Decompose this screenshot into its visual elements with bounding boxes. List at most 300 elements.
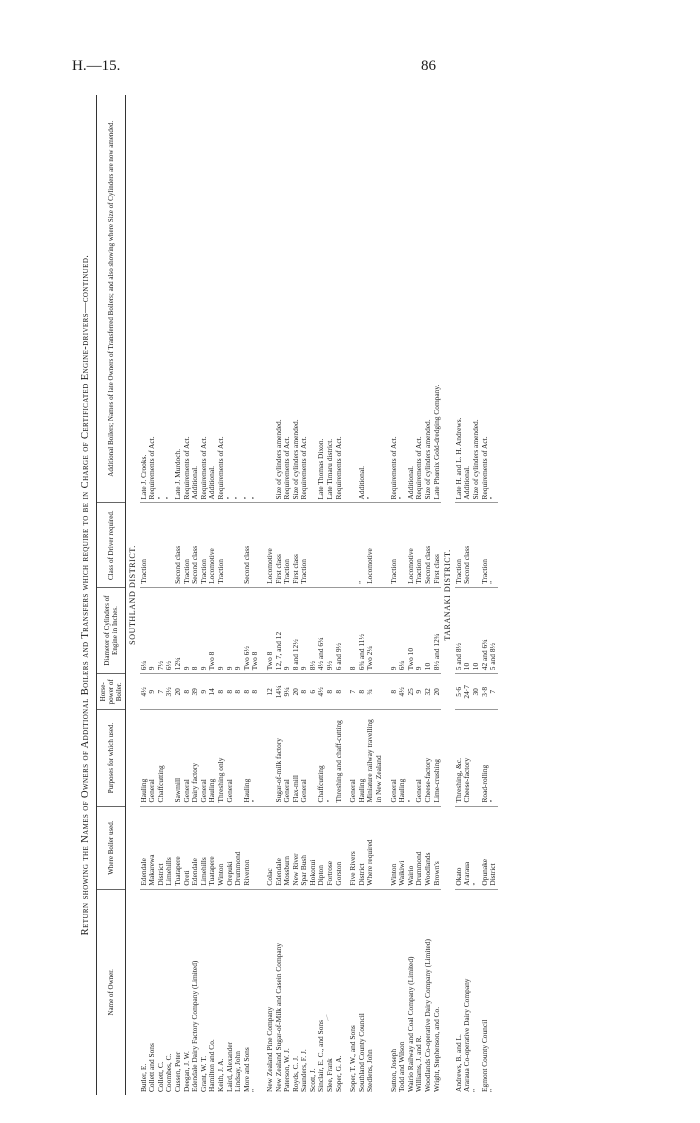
cell-diameter: 6¼ (140, 587, 149, 673)
cell-where: Edendale (140, 806, 149, 889)
cell-additional: Late Timaru district. (326, 95, 335, 503)
cell-class: Second class (463, 503, 472, 587)
cell-horse-power: 8 (390, 674, 399, 710)
cell-purpose: General (415, 710, 424, 806)
cell-diameter: 5 and 8½ (455, 587, 464, 673)
cell-additional: Late Thomas Dixon. (317, 95, 326, 503)
cell-additional: Requirements of Act. (481, 95, 490, 503)
table-row (243, 95, 252, 1095)
cell-class: Traction (140, 503, 149, 587)
table-row (463, 95, 472, 1095)
cell-purpose: Threshing only (217, 710, 226, 806)
cell-additional: Additional. (463, 95, 472, 503)
table-header-row (97, 95, 126, 1095)
page-mark: \ (326, 1013, 329, 1023)
table-row (326, 95, 335, 1095)
cell-class (335, 503, 344, 587)
col-header-purpose: Purposes for which used. (97, 710, 126, 806)
cell-purpose: General (200, 710, 209, 806)
cell-diameter: 8½ (309, 587, 318, 673)
cell-owner: Soper, T. W., and Sons (348, 1025, 358, 1092)
cell-horse-power: 14¼ (275, 674, 284, 710)
cell-horse-power: 8 (226, 674, 235, 710)
cell-owner: " (250, 1088, 260, 1092)
cell-horse-power: 14 (208, 674, 217, 710)
cell-purpose: Hauling (140, 710, 149, 806)
cell-additional: Requirements of Act. (335, 95, 344, 503)
cell-horse-power: 39 (191, 674, 200, 710)
cell-owner: Wairio Railway and Coal Company (Limited) (405, 956, 415, 1092)
cell-owner: Scott, J. (307, 1068, 317, 1092)
cell-where: Orepuki (226, 806, 235, 889)
cell-class: Traction (200, 503, 209, 587)
table-row (174, 95, 183, 1095)
cell-where: Opunake (481, 806, 490, 889)
table-row (292, 95, 301, 1095)
table-row (300, 95, 309, 1095)
cell-purpose: Road-rolling (481, 710, 490, 806)
table-row (165, 95, 174, 1095)
cell-diameter: 10 (463, 587, 472, 673)
district-heading: SOUTHLAND DISTRICT. (128, 545, 137, 645)
cell-horse-power: 4½ (140, 674, 149, 710)
cell-horse-power: 25 (407, 674, 416, 710)
cell-horse-power: 20 (433, 674, 442, 710)
cell-purpose: General (226, 710, 235, 806)
cell-additional: " (243, 95, 252, 503)
cell-class: Second class (424, 503, 433, 587)
cell-horse-power: 8 (251, 674, 260, 710)
cell-horse-power: 5·6 (455, 674, 464, 710)
cell-owner: Laird, Alexander (224, 1041, 234, 1092)
cell-purpose: Cheese-factory (463, 710, 472, 806)
cell-additional: " (251, 95, 260, 503)
cell-owner: Araraua Co-operative Dairy Company (462, 978, 472, 1092)
cell-class: Locomotive (366, 503, 383, 587)
cell-class: Traction (300, 503, 309, 587)
cell-owner: Woodlands Co-operative Dairy Company (Limited) (423, 939, 432, 1092)
cell-owner: Sinclair, E. C., and Sons (316, 1020, 326, 1092)
cell-owner: Wright, Stephenson, and Co. (431, 1006, 441, 1092)
table-row (191, 95, 200, 1095)
cell-additional: " (157, 95, 166, 503)
cell-purpose: Hauling (358, 710, 367, 806)
cell-additional: Requirements of Act. (200, 95, 209, 503)
cell-owner: Deegan, J. W. (181, 1051, 191, 1092)
cell-horse-power: 20 (174, 674, 183, 710)
cell-additional: " (234, 95, 243, 503)
cell-class: Traction (415, 503, 424, 587)
cell-owner: " (470, 1088, 480, 1092)
cell-where: District (358, 806, 367, 889)
table-row (472, 95, 481, 1095)
cell-horse-power: 8 (234, 674, 243, 710)
table-row (358, 95, 367, 1095)
table-row (424, 95, 433, 1095)
cell-purpose: Chaffcutting (157, 710, 166, 806)
cell-where: Winton (217, 806, 226, 889)
cell-class: Locomotive (266, 503, 275, 587)
cell-class: Traction (283, 503, 292, 587)
table-row (200, 95, 209, 1095)
cell-horse-power: 20 (292, 674, 301, 710)
cell-where (251, 806, 260, 889)
cell-purpose: Hauling (243, 710, 252, 806)
cell-class: Traction (455, 503, 464, 587)
table-row (234, 95, 243, 1095)
cell-horse-power: 3·8 (481, 674, 490, 710)
cell-owner: Williams, J. and R. (414, 1035, 424, 1092)
table-row (317, 95, 326, 1095)
col-header-horse-power: Horse-power of Boiler. (97, 674, 126, 710)
cell-purpose: Chaffcutting (317, 710, 326, 806)
cell-purpose: Threshing and chaff-cutting (335, 710, 344, 806)
cell-class: " (358, 503, 367, 587)
cell-horse-power: 7 (349, 674, 358, 710)
cell-owner: Grant, W. T. (198, 1055, 208, 1092)
cell-horse-power: ¾ (366, 674, 383, 710)
cell-purpose: " (251, 710, 260, 806)
rotated-table-area (80, 95, 620, 1095)
cell-owner: Stedlens, John (365, 1049, 375, 1092)
table-row (335, 95, 344, 1095)
cell-where: Five Rivers (349, 806, 358, 889)
table-row (309, 95, 318, 1095)
cell-class: Second class (191, 503, 200, 587)
cell-horse-power: 8 (183, 674, 192, 710)
table-row (366, 95, 383, 1095)
cell-diameter: 8 and 12½ (292, 587, 301, 673)
cell-additional: " (398, 95, 407, 503)
cell-horse-power: 8 (326, 674, 335, 710)
cell-horse-power: 8 (358, 674, 367, 710)
cell-purpose: Hauling (398, 710, 407, 806)
cell-class: Traction (217, 503, 226, 587)
cell-purpose: Hauling (208, 710, 217, 806)
cell-where: Hokonui (309, 806, 318, 889)
cell-class (309, 503, 318, 587)
cell-additional: Late H. and L. H. Andrews. (455, 95, 464, 503)
cell-diameter: 12, 7, and 12 (275, 587, 284, 673)
cell-owner: New Zealand Sugar-of-Milk and Casein Company (273, 942, 283, 1092)
cell-horse-power: 8 (243, 674, 252, 710)
cell-diameter: 6½ (165, 587, 174, 673)
cell-owner: Saunders, F. J. (299, 1049, 309, 1092)
cell-class (251, 503, 260, 587)
cell-class (226, 503, 235, 587)
table-row (407, 95, 416, 1095)
table-row (226, 95, 235, 1095)
cell-additional: Requirements of Act. (283, 95, 292, 503)
cell-horse-power: 32 (424, 674, 433, 710)
cell-where: Waikiwi (398, 806, 407, 889)
cell-owner: Keith, J. A. (215, 1058, 225, 1092)
cell-diameter: 10 (472, 587, 481, 673)
cell-diameter: 9 (234, 587, 243, 673)
table-row (148, 95, 157, 1095)
cell-horse-power: 9¼ (283, 674, 292, 710)
cell-diameter: 9 (390, 587, 399, 673)
cell-additional: Requirements of Act. (183, 95, 192, 503)
col-header-owner: Name of Owner. (97, 889, 126, 1095)
cell-additional: " (489, 95, 498, 503)
cell-purpose: " (407, 710, 416, 806)
table-row (275, 95, 284, 1095)
cell-class: Locomotive (208, 503, 217, 587)
cell-class: Second class (174, 503, 183, 587)
cell-class (148, 503, 157, 587)
cell-class: Locomotive (407, 503, 416, 587)
cell-owner: Collett and Sons (147, 1043, 157, 1092)
cell-where: Dipton (317, 806, 326, 889)
cell-where: New River (292, 806, 301, 889)
cell-additional: Additional. (358, 95, 367, 503)
table-row (390, 95, 399, 1095)
district-heading: TARANAKI DISTRICT. (443, 549, 453, 641)
cell-diameter: 10 (424, 587, 433, 673)
cell-horse-power: 9 (148, 674, 157, 710)
cell-purpose: Cheese-factory (424, 710, 433, 806)
cell-additional: Requirements of Act. (415, 95, 424, 503)
district-heading-row (126, 95, 140, 1095)
cell-where: Drummond (415, 806, 424, 889)
page-reference: H.—15. (72, 58, 121, 74)
cell-additional: Late J. Crooks. (140, 95, 149, 503)
table-row (283, 95, 292, 1095)
table-row (433, 95, 442, 1095)
cell-diameter: 5 and 8½ (489, 587, 498, 673)
cell-where: Gorston (335, 806, 344, 889)
cell-additional: " (226, 95, 235, 503)
cell-additional: Size of cylinders amended. (472, 95, 481, 503)
cell-additional: Requirements of Act. (217, 95, 226, 503)
cell-owner: Egmont County Council (479, 1019, 489, 1092)
cell-owner: Slee, Frank (325, 1058, 335, 1092)
cell-owner: Butler, E. (138, 1063, 148, 1092)
cell-horse-power: 3½ (165, 674, 174, 710)
col-header-class: Class of Driver required. (97, 503, 126, 587)
table-row (481, 95, 490, 1095)
cell-diameter: 9 (226, 587, 235, 673)
cell-where: Limehills (200, 806, 209, 889)
table-row (183, 95, 192, 1095)
cell-owner: Paterson, W. J. (282, 1048, 292, 1092)
cell-class (326, 503, 335, 587)
cell-diameter: 9 (183, 587, 192, 673)
table-row (251, 95, 260, 1095)
cell-owner: Coombes, C. (164, 1053, 174, 1092)
cell-class (157, 503, 166, 587)
cell-class: " (489, 503, 498, 587)
cell-where: Winton (390, 806, 399, 889)
cell-additional: Requirements of Act. (300, 95, 309, 503)
cell-where: Where required (366, 806, 383, 889)
cell-diameter: 6¾ and 11½ (358, 587, 367, 673)
cell-purpose: Sugar-of-milk factory (275, 710, 284, 806)
cell-class: First class (275, 503, 284, 587)
cell-diameter: Two 6½ (243, 587, 252, 673)
cell-purpose: Lime-crushing (433, 710, 442, 806)
cell-purpose: Threshing, &c. (455, 710, 464, 806)
cell-additional: " (366, 95, 383, 503)
cell-purpose: Flax-mill (292, 710, 301, 806)
cell-owner: Andrews, B. and L. (453, 1034, 463, 1092)
cell-where: Brown's (433, 806, 442, 889)
cell-horse-power: 4½ (317, 674, 326, 710)
cell-additional: Additional. (191, 95, 200, 503)
cell-horse-power: 4½ (398, 674, 407, 710)
cell-diameter: Two 8 (266, 587, 275, 673)
cell-additional: Size of cylinders amended. (275, 95, 284, 503)
cell-purpose: " (489, 710, 498, 806)
cell-diameter: 9 (415, 587, 424, 673)
cell-owner: " (488, 1088, 498, 1092)
cell-where: District (157, 806, 166, 889)
table-row (455, 95, 464, 1095)
cell-class: Traction (481, 503, 490, 587)
cell-purpose: Miniature railway travelling in New Zealand (366, 710, 383, 806)
cell-class (349, 503, 358, 587)
district-heading-row (441, 95, 455, 1095)
cell-where: District (489, 806, 498, 889)
table-row (398, 95, 407, 1095)
cell-horse-power: 7 (157, 674, 166, 710)
page-number: 86 (421, 58, 436, 74)
cell-additional: " (165, 95, 174, 503)
cell-additional: Requirements of Act. (148, 95, 157, 503)
cell-diameter: 42 and 6¾ (481, 587, 490, 673)
cell-where: Tuatapere (208, 806, 217, 889)
return-title: Return showing the Names of Owners of Additional Boilers and Transfers which require to be in Charge of Certificated Engine-drivers—continued. (80, 254, 91, 936)
cell-owner: Southland County Council (356, 1013, 366, 1092)
cell-where: Wairio (407, 806, 416, 889)
cell-diameter: 9 (200, 587, 209, 673)
cell-horse-power: 8 (300, 674, 309, 710)
cell-where: Edendale (275, 806, 284, 889)
table-body (126, 95, 498, 1095)
cell-diameter: 9 (148, 587, 157, 673)
cell-diameter: 4½ and 6¾ (317, 587, 326, 673)
cell-where: Edendale (191, 806, 200, 889)
cell-additional: Size of cylinders amended. (292, 95, 301, 503)
cell-additional: Requirements of Act. (390, 95, 399, 503)
cell-horse-power: 9 (200, 674, 209, 710)
cell-additional: Late Phœnix Gold-dredging Company. (433, 95, 442, 503)
cell-purpose: General (349, 710, 358, 806)
cell-owner: Cussen, Peter (172, 1051, 182, 1092)
cell-where: Makarewa (148, 806, 157, 889)
cell-diameter: 8 (349, 587, 358, 673)
cell-class: Traction (183, 503, 192, 587)
cell-owner: Soper, G. A. (333, 1055, 343, 1092)
cell-class (317, 503, 326, 587)
cell-horse-power: 30 (472, 674, 481, 710)
cell-purpose: Dairy factory (191, 710, 200, 806)
cell-diameter: 8½ and 12¾ (433, 587, 442, 673)
cell-where: Fortrose (326, 806, 335, 889)
cell-purpose: Sawmill (174, 710, 183, 806)
cell-diameter: 8 (191, 587, 200, 673)
cell-class: Second class (243, 503, 252, 587)
cell-where: Tuatapere (174, 806, 183, 889)
table-row (157, 95, 166, 1095)
cell-purpose: General (390, 710, 399, 806)
cell-additional: Additional. (407, 95, 416, 503)
col-header-where: Where Boiler used. (97, 806, 126, 889)
cell-horse-power: 7 (489, 674, 498, 710)
cell-where: Okato (455, 806, 464, 889)
cell-horse-power: 9 (415, 674, 424, 710)
cell-owner: Royds, C. J. (290, 1056, 300, 1092)
cell-purpose: " (326, 710, 335, 806)
cell-where: Woodlands (424, 806, 433, 889)
cell-diameter: 9 (283, 587, 292, 673)
cell-diameter: Two 10 (407, 587, 416, 673)
cell-horse-power: 6 (309, 674, 318, 710)
cell-where: Colac (266, 806, 275, 889)
cell-where: Riverton (243, 806, 252, 889)
cell-where: Spar Bush (300, 806, 309, 889)
cell-horse-power: 12 (266, 674, 275, 710)
cell-diameter: Two 8 (251, 587, 260, 673)
cell-owner: Edendale Dairy Factory Company (Limited) (190, 960, 200, 1092)
cell-owner: Collett, C. (155, 1061, 165, 1092)
cell-diameter: 7½ (157, 587, 166, 673)
cell-purpose: General (283, 710, 292, 806)
cell-where: Araraua (463, 806, 472, 889)
cell-diameter: 9½ (326, 587, 335, 673)
cell-where: " (472, 806, 481, 889)
table-row (140, 95, 149, 1095)
owners-table (96, 95, 498, 1095)
table-row (217, 95, 226, 1095)
cell-diameter: 6¼ (398, 587, 407, 673)
cell-owner: Hamilton and Co. (207, 1039, 217, 1092)
cell-where: Limehills (165, 806, 174, 889)
cell-owner: New Zealand Pine Company (264, 1006, 274, 1092)
cell-additional: Additional. (208, 95, 217, 503)
cell-owner: Todd and Wilson (397, 1041, 407, 1092)
cell-horse-power: 8 (217, 674, 226, 710)
table-row (349, 95, 358, 1095)
col-header-additional: Additional Boilers; Names of late Owners of Transferred Boilers; and also showing where Size of Cylinders are now amended. (97, 95, 126, 503)
cell-where: Oreti (183, 806, 192, 889)
cell-horse-power: 8 (335, 674, 344, 710)
cell-diameter: 9 (300, 587, 309, 673)
cell-class: First class (433, 503, 442, 587)
table-row (489, 95, 498, 1095)
cell-where: Drummond (234, 806, 243, 889)
cell-diameter: Two 2¼ (366, 587, 383, 673)
cell-owner: Lindsay, John (233, 1051, 243, 1092)
cell-diameter: Two 8 (208, 587, 217, 673)
cell-additional (349, 95, 358, 503)
cell-diameter: 9 (217, 587, 226, 673)
cell-owner: More and Sons (241, 1047, 251, 1092)
cell-class: Traction (390, 503, 399, 587)
cell-additional: Size of cylinders amended. (424, 95, 433, 503)
cell-diameter: 12¾ (174, 587, 183, 673)
cell-purpose: General (300, 710, 309, 806)
cell-purpose: General (148, 710, 157, 806)
cell-where: Mossburn (283, 806, 292, 889)
table-row (208, 95, 217, 1095)
cell-class: First class (292, 503, 301, 587)
col-header-diameter: Diameter of Cylinders of Engine in Inches. (97, 587, 126, 673)
cell-diameter: 6 and 9½ (335, 587, 344, 673)
cell-purpose: General (183, 710, 192, 806)
cell-horse-power: 24·7 (463, 674, 472, 710)
